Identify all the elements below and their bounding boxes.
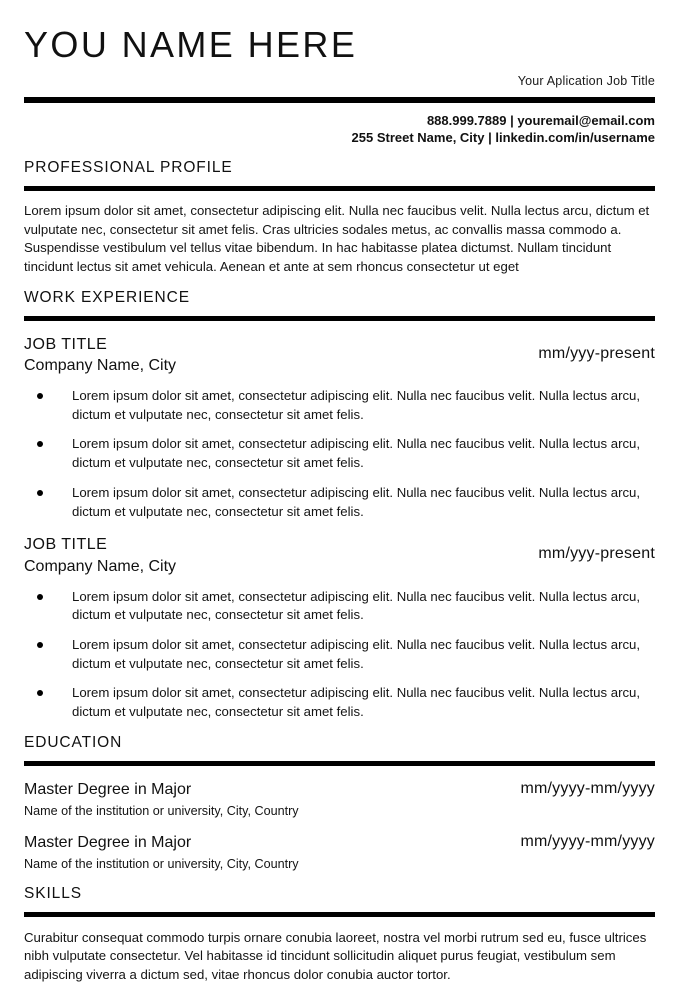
education-date: mm/yyyy-mm/yyyy — [520, 833, 655, 851]
job-title: JOB TITLE — [24, 536, 108, 554]
section-divider-work — [24, 316, 655, 321]
resume-header — [24, 0, 655, 88]
bullet-dot-icon — [37, 642, 43, 648]
education-institution: Name of the institution or university, City, Country — [24, 857, 299, 872]
bullet-dot-icon — [37, 393, 43, 399]
section-heading-profile: PROFESSIONAL PROFILE — [24, 159, 233, 177]
contact-block — [24, 112, 655, 147]
work-entry-header — [24, 535, 655, 577]
job-date: mm/yyy-present — [538, 545, 655, 563]
work-entry — [24, 535, 655, 722]
section-heading-education: EDUCATION — [24, 733, 123, 751]
list-item — [24, 387, 655, 424]
job-company: Company Name, City — [24, 357, 177, 375]
bullet-dot-icon — [37, 594, 43, 600]
section-skills — [24, 885, 655, 984]
job-bullet-list — [24, 588, 655, 722]
bullet-dot-icon — [37, 441, 43, 447]
list-item — [24, 484, 655, 521]
work-entry-info — [24, 535, 538, 577]
header-divider — [24, 97, 655, 103]
section-work-experience — [24, 289, 655, 722]
work-entry — [24, 335, 655, 522]
list-item — [24, 684, 655, 721]
education-entry — [24, 780, 655, 819]
bullet-text: Lorem ipsum dolor sit amet, consectetur adipiscing elit. Nulla nec faucibus velit. Nulla lectus arcu, dictum et vulputate nec, consectetur sit amet felis. — [72, 588, 641, 623]
job-date: mm/yyy-present — [538, 344, 655, 362]
bullet-text: Lorem ipsum dolor sit amet, consectetur adipiscing elit. Nulla nec faucibus velit. Nulla lectus arcu, dictum et vulputate nec, consectetur sit amet felis. — [72, 436, 641, 471]
education-date: mm/yyyy-mm/yyyy — [520, 779, 655, 797]
section-divider-profile — [24, 186, 655, 191]
work-entry-info — [24, 335, 538, 377]
skills-body-text: Curabitur consequat commodo turpis ornare conubia laoreet, nostra vel morbi rutrum sed eu, fusce ultrices nibh vulputate consectetur. Vel habitasse id tincidunt sollicitudin aliquet purus feugiat, vestibulum sem adipiscing viverra a dictum sed, vitae rhoncus dolor conubia auctor tortor. — [24, 929, 647, 982]
bullet-dot-icon — [37, 690, 43, 696]
education-entry — [24, 833, 655, 872]
contact-phone-email: 888.999.7889 | youremail@email.com — [426, 112, 655, 128]
contact-address-linkedin: 255 Street Name, City | linkedin.com/in/username — [351, 130, 655, 146]
education-degree: Master Degree in Major — [24, 834, 192, 852]
application-job-title: Your Aplication Job Title — [517, 73, 655, 88]
section-heading-work: WORK EXPERIENCE — [24, 288, 190, 306]
bullet-dot-icon — [37, 490, 43, 496]
bullet-text: Lorem ipsum dolor sit amet, consectetur adipiscing elit. Nulla nec faucibus velit. Nulla lectus arcu, dictum et vulputate nec, consectetur sit amet felis. — [72, 484, 641, 519]
list-item — [24, 636, 655, 673]
education-entry-header — [24, 780, 655, 800]
bullet-text: Lorem ipsum dolor sit amet, consectetur adipiscing elit. Nulla nec faucibus velit. Nulla lectus arcu, dictum et vulputate nec, consectetur sit amet felis. — [72, 636, 641, 671]
list-item — [24, 435, 655, 472]
list-item — [24, 588, 655, 625]
section-heading-skills: SKILLS — [24, 884, 82, 902]
section-education — [24, 734, 655, 873]
job-title: JOB TITLE — [24, 335, 108, 353]
job-bullet-list — [24, 387, 655, 521]
page-title: YOU NAME HERE — [24, 24, 358, 65]
education-degree: Master Degree in Major — [24, 780, 192, 798]
education-institution: Name of the institution or university, City, Country — [24, 803, 299, 818]
education-entry-header — [24, 833, 655, 853]
section-divider-skills — [24, 912, 655, 917]
profile-body-text: Lorem ipsum dolor sit amet, consectetur adipiscing elit. Nulla nec faucibus velit. Nulla lectus arcu, dictum et vulputate nec, consectetur sit amet felis. Cras ultricies sodales metus, ac convallis massa commodo a. Suspendisse vestibulum vel tellus vitae bibendum. In hac habitasse platea dictumst. Nullam tincidunt tincidunt lectus sit amet vehicula. Aenean et ante at sem rhoncus consectetur ut eget — [24, 203, 650, 274]
job-company: Company Name, City — [24, 557, 177, 575]
bullet-text: Lorem ipsum dolor sit amet, consectetur adipiscing elit. Nulla nec faucibus velit. Nulla lectus arcu, dictum et vulputate nec, consectetur sit amet felis. — [72, 685, 641, 720]
section-professional-profile — [24, 159, 655, 276]
work-entry-header — [24, 335, 655, 377]
bullet-text: Lorem ipsum dolor sit amet, consectetur adipiscing elit. Nulla nec faucibus velit. Nulla lectus arcu, dictum et vulputate nec, consectetur sit amet felis. — [72, 387, 641, 422]
section-divider-education — [24, 761, 655, 766]
